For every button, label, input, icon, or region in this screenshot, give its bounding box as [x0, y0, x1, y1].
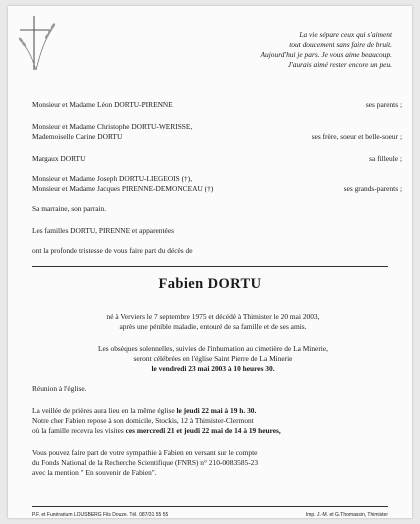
footer-funeral-home: P.F. et Funérarium LOUSBERG Fils Douze. Tél. 087/31 55 55: [32, 512, 169, 518]
deceased-name: Fabien DORTU: [158, 276, 262, 292]
rest-line: Notre cher Fabien repose à son domicile, Stockis, 12 à Thimister-Clermont: [32, 416, 254, 425]
family-relation: sa filleule ;: [369, 154, 402, 163]
birth-line: après une pénible maladie, entouré de sa famille et de ses amis.: [119, 322, 307, 331]
cross-wheat-icon: [14, 14, 60, 74]
funeral-date: le vendredi 23 mai 2003 à 10 heures 30.: [151, 364, 275, 373]
birth-line: né à Verviers le 7 septembre 1975 et décédé à Thimister le 20 mai 2003,: [106, 312, 320, 321]
funeral-line: Les obsèques solennelles, suivies de l'inhumation au cimetière de La Minerie,: [98, 344, 328, 353]
donation-line: avec la mention " En souvenir de Fabien".: [32, 468, 157, 477]
family-names: Monsieur et Madame Léon DORTU-PIRENNE: [32, 100, 173, 109]
family-relation: ses frère, soeur et belle-soeur ;: [311, 132, 402, 141]
death-notice-page: [8, 6, 412, 518]
visits-line: [32, 426, 392, 436]
family-relation: ses grands-parents ;: [343, 184, 402, 193]
vigil-line: [32, 406, 392, 416]
family-names: Margaux DORTU: [32, 154, 86, 163]
visits-dates: ces mercredi 21 et jeudi 22 mai de 14 à 19 heures,: [125, 426, 281, 435]
family-entry-grandparents: [32, 174, 402, 194]
family-entry-parents: [32, 100, 402, 110]
footer-printer: Imp. J.-M. et G.Thomassin, Thimister: [305, 512, 388, 518]
vigil-date: le jeudi 22 mai à 19 h. 30.: [176, 406, 257, 415]
poem-line: tout doucement sans faire de bruit.: [289, 40, 392, 49]
family-names: Monsieur et Madame Joseph DORTU-LIEGEOIS (†),: [32, 174, 193, 183]
families-line: Les familles DORTU, PIRENNE et apparentées: [32, 226, 174, 235]
poem: [261, 30, 392, 70]
family-relation: ses parents ;: [365, 100, 402, 109]
family-entry-siblings: [32, 122, 402, 142]
family-names: Mademoiselle Carine DORTU: [32, 132, 123, 141]
family-entry-goddaughter: [32, 154, 402, 164]
poem-line: J'aurais aimé rester encore un peu.: [287, 60, 392, 69]
poem-line: Aujourd'hui je pars. Je vous aime beaucoup.: [260, 50, 392, 59]
vigil-text: La veillée de prières aura lieu en la même église: [32, 406, 177, 415]
poem-line: La vie sépare ceux qui s'aiment: [299, 30, 392, 39]
divider-bottom: [32, 506, 388, 507]
godparents-line: Sa marraine, son parrain.: [32, 204, 107, 213]
divider-top: [32, 266, 388, 267]
visits-text: où la famille recevra les visites: [32, 426, 126, 435]
donation-line: Vous pouvez faire part de votre sympathie à Fabien en versant sur le compte: [32, 448, 258, 457]
donation-line: du Fonds National de la Recherche Scientifique (FNRS) n° 210-0083585-23: [32, 458, 259, 467]
reunion-line: Réunion à l'église.: [32, 384, 87, 393]
announcement-line: ont la profonde tristesse de vous faire part du décès de: [32, 246, 193, 255]
funeral-line: seront célébrées en l'église Saint Pierre de La Minerie: [133, 354, 293, 363]
family-names: Monsieur et Madame Jacques PIRENNE-DEMONCEAU (†): [32, 184, 214, 193]
family-names: Monsieur et Madame Christophe DORTU-WERISSE,: [32, 122, 193, 131]
